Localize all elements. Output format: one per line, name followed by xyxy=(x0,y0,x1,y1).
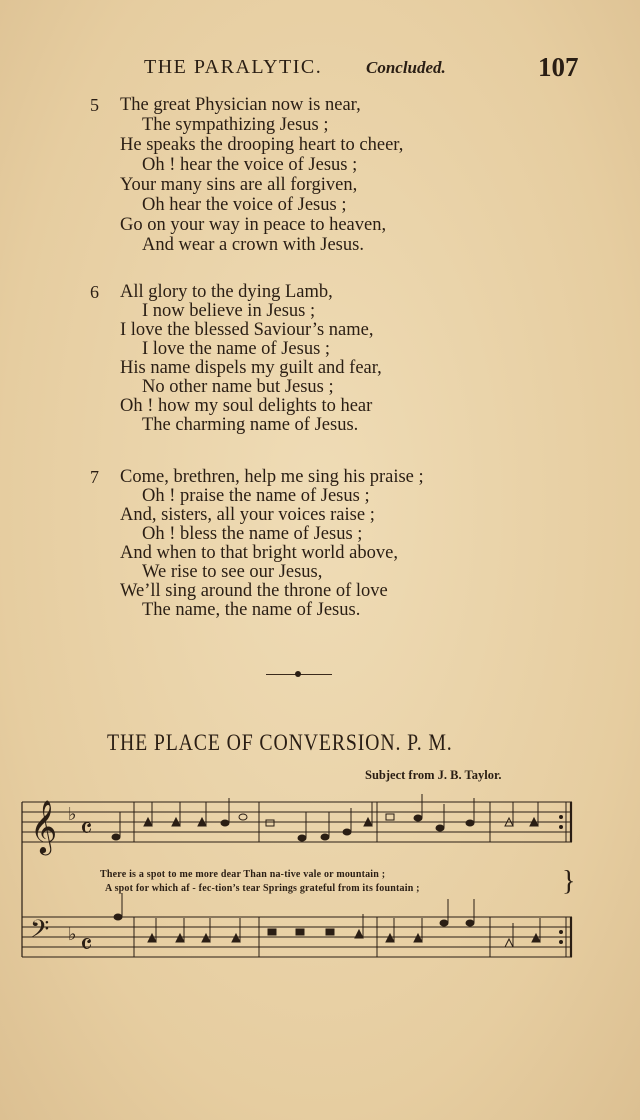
flat-icon: ♭ xyxy=(68,924,77,945)
verse-line: He speaks the drooping heart to cheer, xyxy=(120,135,404,155)
verse-line: We rise to see our Jesus, xyxy=(142,562,323,582)
verse-line: The sympathizing Jesus ; xyxy=(142,115,329,135)
verse-line: And when to that bright world above, xyxy=(120,543,398,563)
common-time-icon: 𝄴 xyxy=(80,812,93,845)
verse-line: Oh hear the voice of Jesus ; xyxy=(142,195,347,215)
verse-line: Oh ! how my soul delights to hear xyxy=(120,396,373,416)
verse-line: His name dispels my guilt and fear, xyxy=(120,358,382,378)
bass-clef-icon: 𝄢 xyxy=(30,915,50,950)
stanza-number: 6 xyxy=(90,282,99,302)
verse-line: Go on your way in peace to heaven, xyxy=(120,215,387,235)
verse-line: All glory to the dying Lamb, xyxy=(120,282,333,302)
verse-line: The charming name of Jesus. xyxy=(142,415,359,435)
treble-notes xyxy=(112,794,563,841)
hymn-title: THE PLACE OF CONVERSION. P. M. xyxy=(107,730,453,755)
running-subtitle: Concluded. xyxy=(366,58,446,77)
verse-line: Come, brethren, help me sing his praise ; xyxy=(120,467,424,487)
running-title: THE PARALYTIC. xyxy=(144,56,323,78)
verse-line: And wear a crown with Jesus. xyxy=(142,235,364,255)
verse-line: I love the name of Jesus ; xyxy=(142,339,331,359)
verse-line: And, sisters, all your voices raise ; xyxy=(120,505,375,525)
verse-line: I love the blessed Saviour’s name, xyxy=(120,320,374,340)
verse-line: Your many sins are all forgiven, xyxy=(120,175,358,195)
stanza-number: 7 xyxy=(90,467,99,487)
verse-line: Oh ! bless the name of Jesus ; xyxy=(142,524,363,544)
ornament-dot xyxy=(295,671,301,677)
common-time-icon: 𝄴 xyxy=(80,928,93,961)
lyrics-line-2: A spot for which af - fec-tion’s tear Springs grateful from its fountain ; xyxy=(105,883,420,894)
stanza-number: 5 xyxy=(90,95,99,115)
verse-line: Oh ! hear the voice of Jesus ; xyxy=(142,155,358,175)
bass-notes xyxy=(114,893,563,947)
page-number: 107 xyxy=(538,52,579,82)
verse-line: The name, the name of Jesus. xyxy=(142,600,361,620)
verse-line: We’ll sing around the throne of love xyxy=(120,581,388,601)
treble-clef-icon: 𝄞 xyxy=(30,799,58,853)
verse-line: No other name but Jesus ; xyxy=(142,377,334,397)
flat-icon: ♭ xyxy=(68,804,77,825)
verse-line: I now believe in Jesus ; xyxy=(142,301,316,321)
running-header xyxy=(0,52,640,88)
lyrics-brace: } xyxy=(562,866,576,897)
verse-line: The great Physician now is near, xyxy=(120,95,361,115)
section-divider-ornament xyxy=(266,674,332,679)
verse-line: Oh ! praise the name of Jesus ; xyxy=(142,486,370,506)
lyrics-line-1: There is a spot to me more dear Than na-tive vale or mountain ; xyxy=(100,869,386,880)
hymn-attribution: Subject from J. B. Taylor. xyxy=(365,768,502,782)
